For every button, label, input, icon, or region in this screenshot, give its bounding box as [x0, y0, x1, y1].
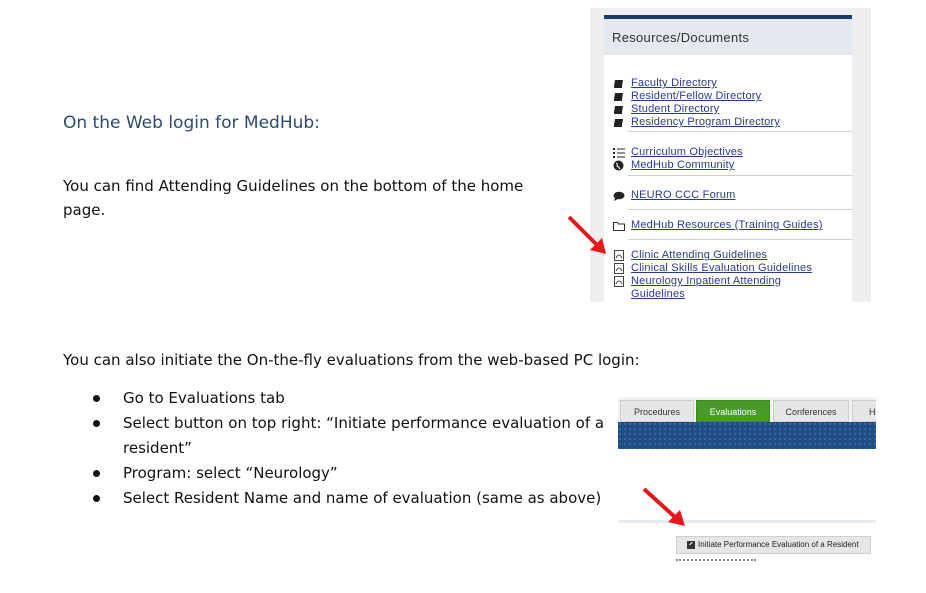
book-icon	[612, 90, 625, 103]
curriculum-objectives-link[interactable]	[612, 146, 850, 159]
clinical-skills-evaluation-guidelines-link[interactable]	[612, 262, 850, 275]
resources-panel	[604, 15, 852, 302]
folder-icon	[612, 219, 625, 232]
instructions-list	[90, 386, 610, 511]
divider	[628, 239, 852, 240]
link-label: Resident/Fellow Directory	[631, 90, 762, 102]
globe-icon	[612, 159, 625, 172]
on-the-fly-paragraph: You can also initiate the On-the-fly evaluations from the web-based PC login:	[63, 351, 640, 369]
list-item: Go to Evaluations tab	[90, 386, 610, 411]
neurology-inpatient-attending-guidelines-link[interactable]	[612, 275, 850, 301]
guidelines-group	[612, 249, 850, 301]
link-label: MedHub Community	[631, 159, 735, 171]
directories-group	[612, 77, 850, 129]
initiate-evaluation-button[interactable]	[676, 536, 871, 554]
link-label: Student Directory	[631, 103, 720, 115]
link-label: Residency Program Directory	[631, 116, 781, 128]
list-item: Select Resident Name and name of evaluation (same as above)	[90, 486, 610, 511]
resources-title: Resources/Documents	[604, 19, 852, 55]
link-label: Neurology Inpatient Attending Guidelines	[631, 275, 782, 300]
faculty-directory-link[interactable]	[612, 77, 850, 90]
residency-program-directory-link[interactable]	[612, 116, 850, 129]
link-label: Faculty Directory	[631, 77, 717, 89]
button-label: Initiate Performance Evaluation of a Resident	[698, 540, 859, 549]
student-directory-link[interactable]	[612, 103, 850, 116]
divider	[628, 131, 852, 132]
medhub-resources-link[interactable]	[612, 219, 850, 232]
tab-procedures[interactable]: Procedures	[620, 400, 694, 422]
book-icon	[612, 77, 625, 90]
section-heading: On the Web login for MedHub:	[63, 113, 320, 133]
book-icon	[612, 103, 625, 116]
tab-evaluations[interactable]: Evaluations	[696, 400, 770, 422]
book-icon	[612, 116, 625, 129]
header-banner	[618, 422, 876, 449]
list-item: Program: select “Neurology”	[90, 461, 610, 486]
link-label: MedHub Resources (Training Guides)	[631, 219, 823, 231]
resident-fellow-directory-link[interactable]	[612, 90, 850, 103]
pdf-icon	[612, 262, 625, 275]
resources-screenshot	[590, 8, 871, 302]
pdf-icon	[612, 275, 625, 288]
tab-truncated[interactable]: H	[852, 400, 876, 422]
curriculum-group	[612, 146, 850, 172]
red-arrow-icon	[566, 214, 612, 260]
link-label: Curriculum Objectives	[631, 146, 743, 158]
evaluations-screenshot	[618, 397, 876, 562]
medhub-community-link[interactable]	[612, 159, 850, 172]
divider	[628, 209, 852, 210]
divider	[628, 175, 852, 176]
red-arrow-icon	[640, 486, 690, 532]
neuro-ccc-forum-link[interactable]	[612, 189, 850, 202]
attending-guidelines-paragraph: You can find Attending Guidelines on the bottom of the home page.	[63, 177, 524, 219]
cropped-text	[676, 557, 776, 562]
tab-conferences[interactable]: Conferences	[773, 400, 849, 422]
training-group	[612, 219, 850, 232]
list-icon	[612, 146, 625, 159]
link-label: NEURO CCC Forum	[631, 189, 736, 201]
link-label: Clinic Attending Guidelines	[631, 249, 768, 261]
edit-icon	[687, 541, 695, 549]
tab-bar	[618, 397, 876, 422]
pdf-icon	[612, 249, 625, 262]
chat-bubble-icon	[612, 189, 625, 202]
list-item: Select button on top right: “Initiate performance evaluation of a resident”	[90, 411, 610, 461]
clinic-attending-guidelines-link[interactable]	[612, 249, 850, 262]
forum-group	[612, 189, 850, 202]
link-label: Clinical Skills Evaluation Guidelines	[631, 262, 813, 274]
